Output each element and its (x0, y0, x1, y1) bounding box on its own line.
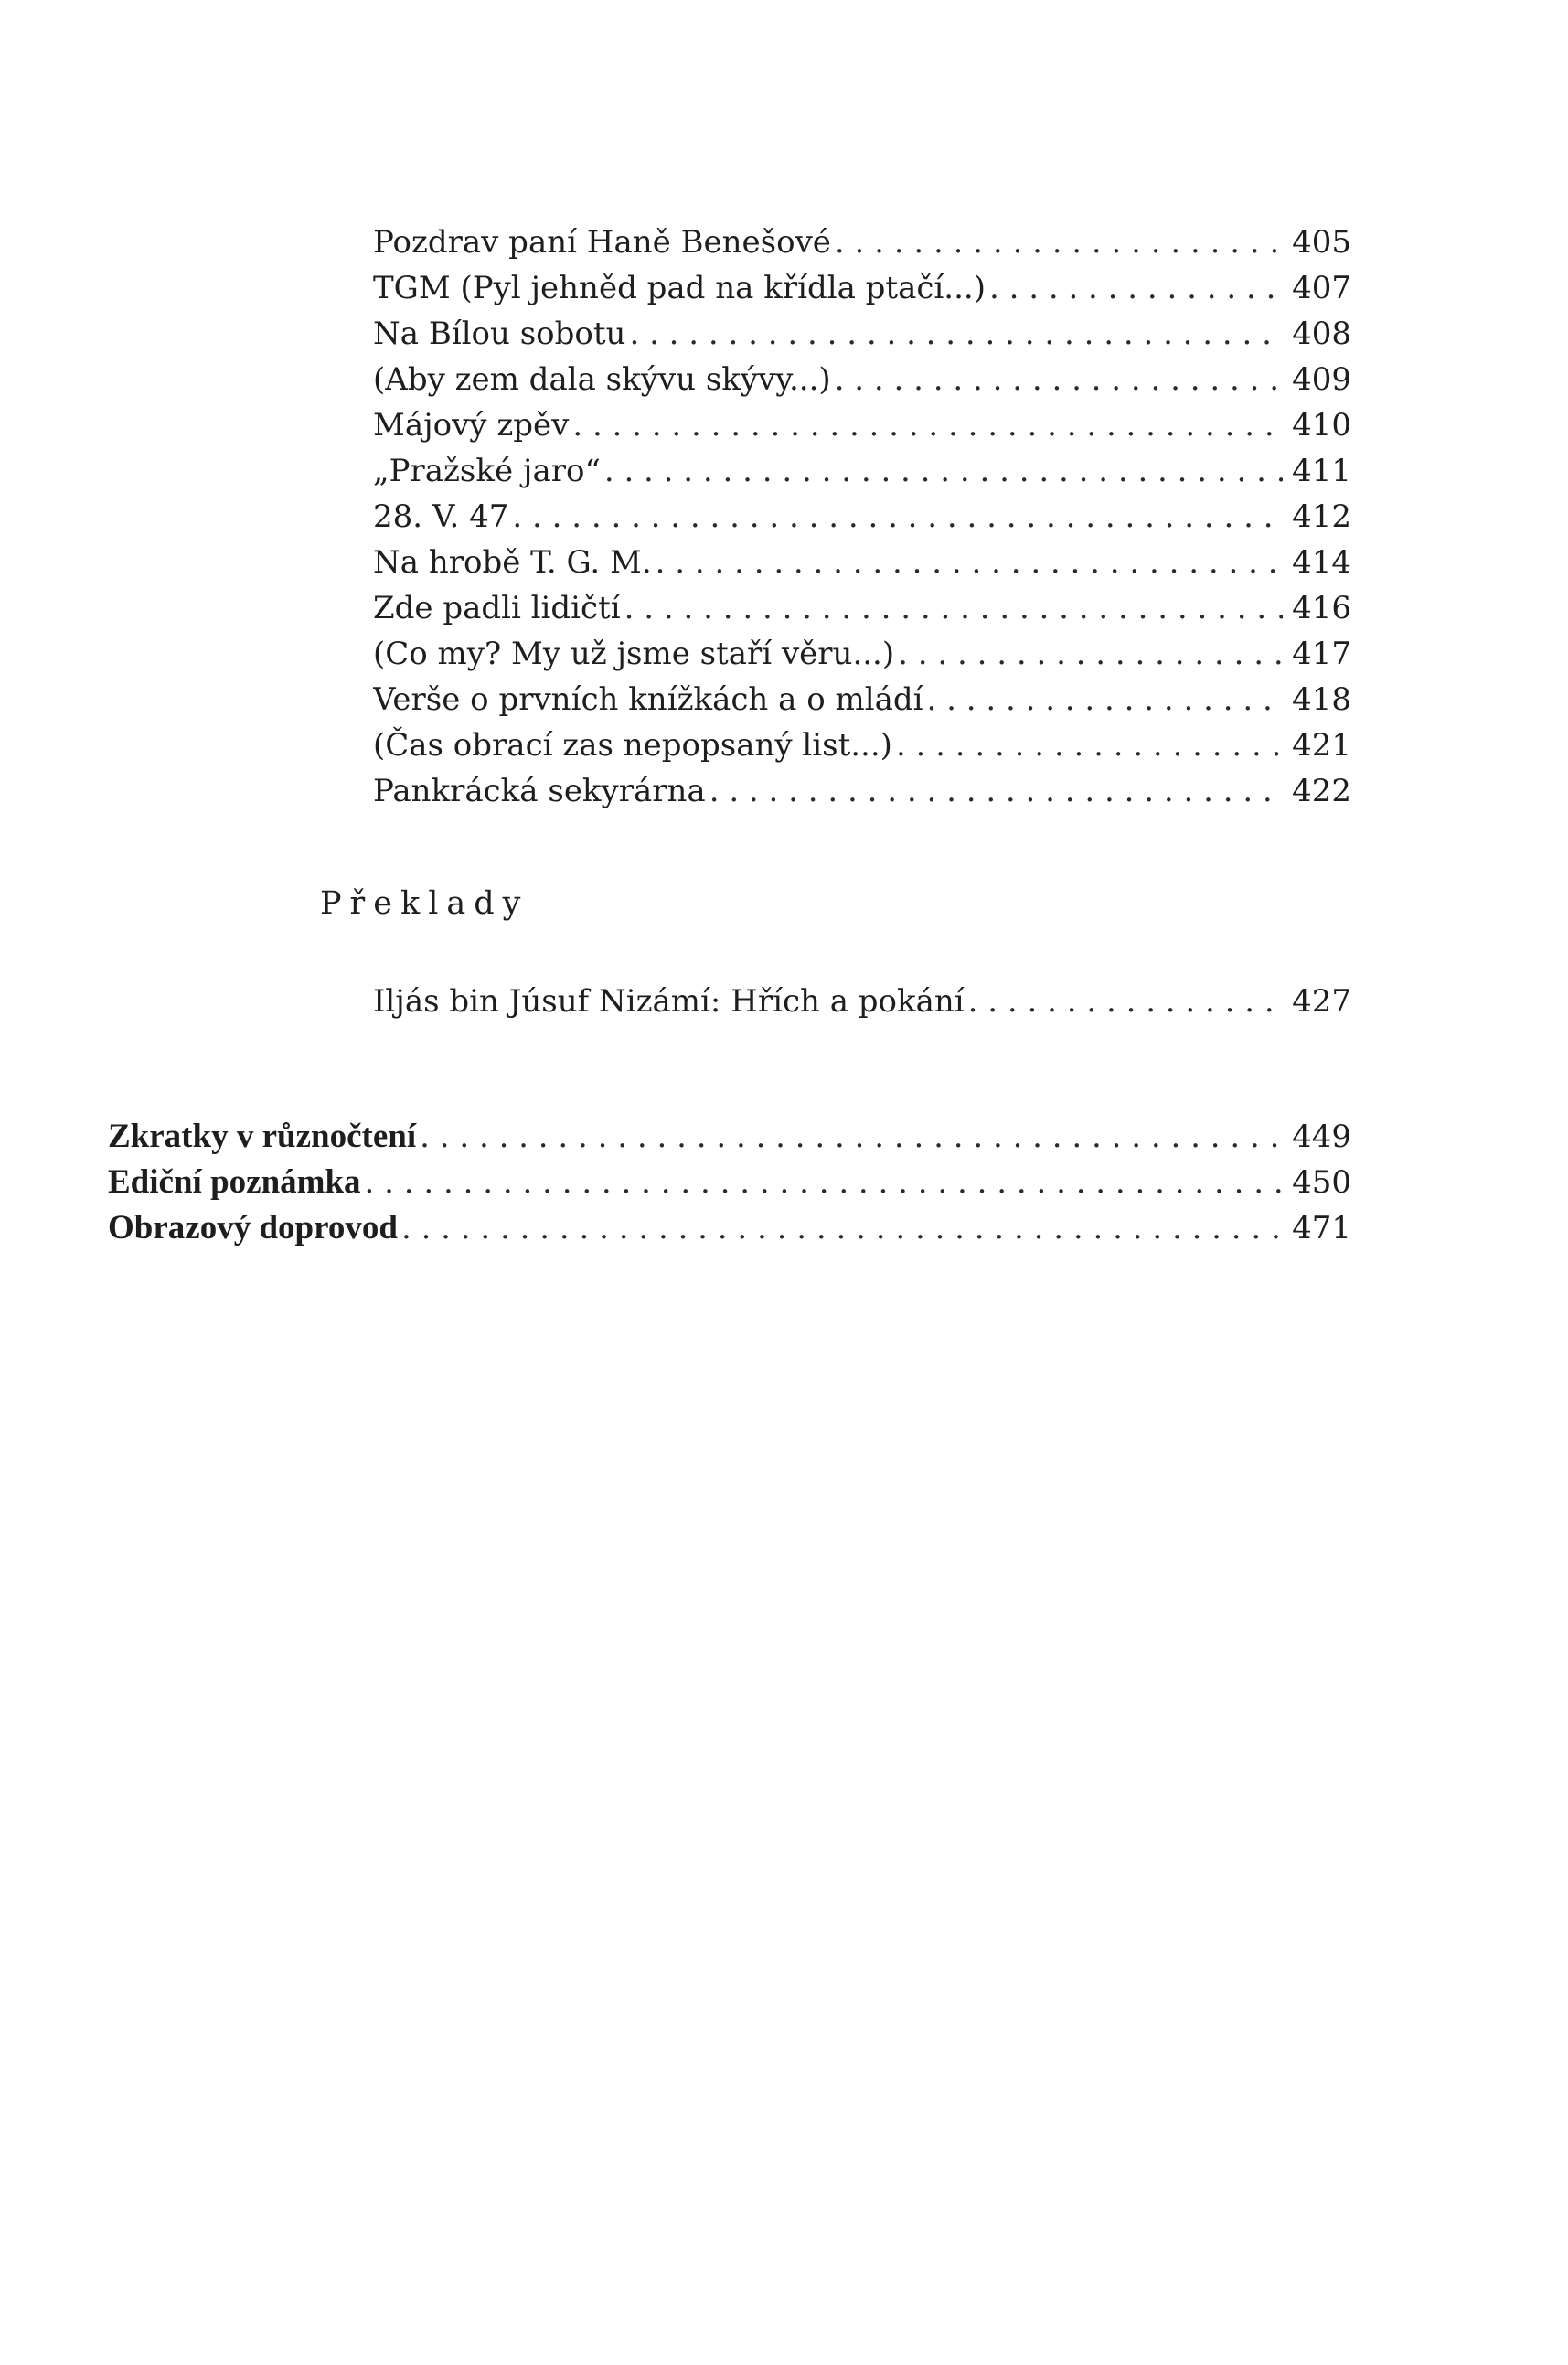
toc-entry-page: 427 (1292, 983, 1351, 1020)
dot-leader (629, 311, 1283, 357)
toc-entry-title: Obrazový doprovod (108, 1209, 398, 1247)
toc-entry-title: Májový zpěv (373, 407, 570, 444)
toc-entry-title: Na hrobě T. G. M. (373, 544, 652, 581)
toc-entry[interactable] (373, 357, 1351, 402)
toc-entry-title: 28. V. 47 (373, 498, 509, 535)
toc-entry-title: (Čas obrací zas nepopsaný list...) (373, 727, 892, 764)
toc-entry[interactable] (373, 448, 1351, 494)
toc-entry-page: 450 (1292, 1164, 1351, 1201)
toc-entry-title: Zkratky v různočtení (108, 1118, 417, 1155)
toc-entry-title: Pozdrav paní Haně Benešové (373, 224, 831, 261)
toc-entry-page: 416 (1292, 590, 1351, 626)
toc-entry-title: Iljás bin Júsuf Nizámí: Hřích a pokání (373, 983, 965, 1020)
toc-entry-title: „Pražské jaro“ (373, 453, 601, 489)
toc-entry-page: 422 (1292, 773, 1351, 809)
toc-entry-title: (Co my? My už jsme staří věru...) (373, 636, 895, 672)
dot-leader (572, 402, 1283, 448)
dot-leader (512, 494, 1283, 540)
toc-list-poems (373, 219, 1351, 814)
dot-leader (656, 540, 1283, 585)
toc-entry[interactable] (373, 540, 1351, 585)
toc-entry-page: 417 (1292, 636, 1351, 672)
toc-entry-title: Ediční poznámka (108, 1163, 361, 1201)
toc-entry-page: 405 (1292, 224, 1351, 261)
section-heading-translations: Překlady (320, 885, 529, 922)
toc-entry-title: Pankrácká sekyrárna (373, 773, 706, 809)
dot-leader (989, 265, 1283, 311)
toc-entry[interactable] (373, 585, 1351, 631)
toc-entry-page: 409 (1292, 361, 1351, 398)
toc-entry[interactable] (373, 402, 1351, 448)
dot-leader (401, 1205, 1283, 1251)
toc-entry-page: 414 (1292, 544, 1351, 581)
dot-leader (365, 1160, 1284, 1205)
toc-entry[interactable] (373, 494, 1351, 540)
toc-entry-page: 411 (1292, 453, 1351, 489)
toc-list-appendix (108, 1114, 1351, 1251)
toc-entry-page: 471 (1292, 1210, 1351, 1247)
toc-entry-title: Verše o prvních knížkách a o mládí (373, 681, 923, 718)
toc-entry[interactable] (373, 722, 1351, 768)
dot-leader (968, 979, 1283, 1024)
dot-leader (835, 357, 1283, 402)
toc-entry-page: 407 (1292, 270, 1351, 306)
toc-entry[interactable] (108, 1160, 1351, 1205)
toc-entry-page: 421 (1292, 727, 1351, 764)
toc-entry[interactable] (373, 219, 1351, 265)
toc-entry-page: 418 (1292, 681, 1351, 718)
dot-leader (927, 677, 1284, 722)
toc-entry[interactable] (373, 631, 1351, 677)
dot-leader (420, 1114, 1283, 1160)
dot-leader (835, 219, 1283, 265)
toc-entry-title: TGM (Pyl jehněd pad na křídla ptačí...) (373, 270, 986, 306)
dot-leader (898, 631, 1283, 677)
toc-entry-title: Zde padli lidičtí (373, 590, 621, 626)
toc-entry-title: (Aby zem dala skývu skývy...) (373, 361, 831, 398)
toc-entry-title: Na Bílou sobotu (373, 316, 626, 352)
toc-entry[interactable] (373, 979, 1351, 1024)
toc-entry-page: 449 (1292, 1118, 1351, 1155)
toc-entry[interactable] (373, 677, 1351, 722)
dot-leader (896, 722, 1283, 768)
dot-leader (624, 585, 1283, 631)
dot-leader (709, 768, 1283, 814)
toc-entry-page: 410 (1292, 407, 1351, 444)
toc-entry[interactable] (108, 1205, 1351, 1251)
toc-entry[interactable] (373, 311, 1351, 357)
toc-entry[interactable] (373, 265, 1351, 311)
toc-entry[interactable] (108, 1114, 1351, 1160)
toc-entry-page: 408 (1292, 316, 1351, 352)
toc-list-translations (373, 979, 1351, 1024)
toc-entry-page: 412 (1292, 498, 1351, 535)
dot-leader (604, 448, 1283, 494)
toc-entry[interactable] (373, 768, 1351, 814)
